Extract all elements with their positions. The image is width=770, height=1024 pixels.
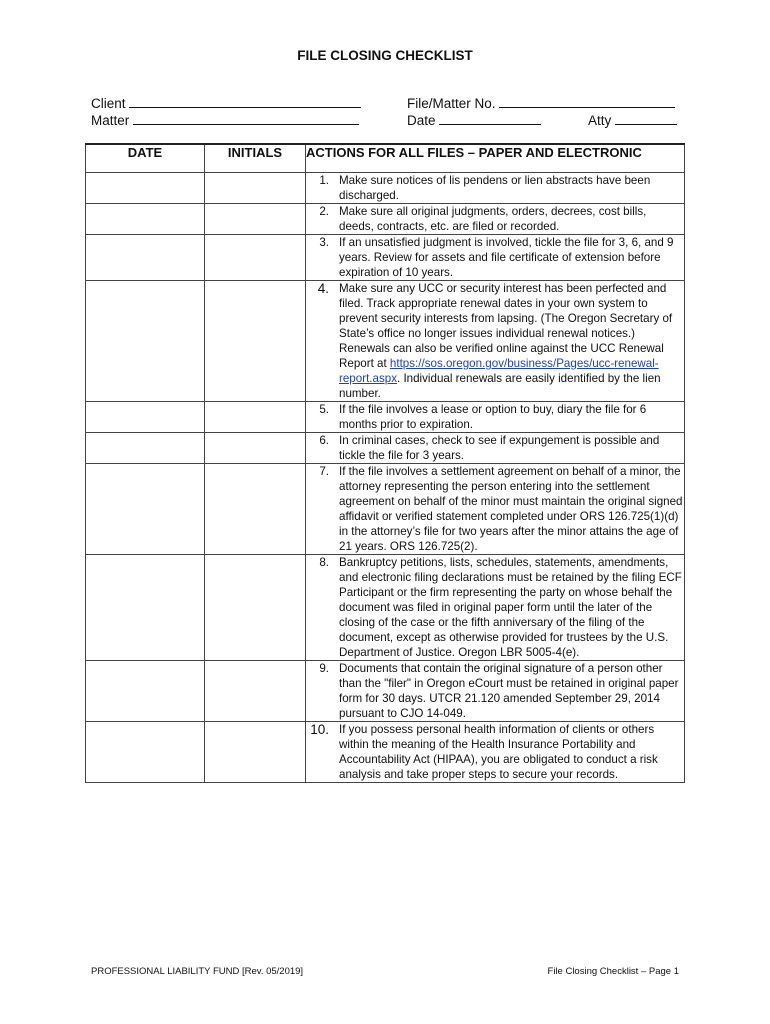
matter-blank[interactable]: [133, 111, 359, 125]
action-cell: [306, 402, 685, 433]
table-row: [86, 661, 685, 722]
footer-right: File Closing Checklist – Page 1: [547, 966, 679, 977]
item-number: 8.: [319, 556, 329, 569]
date-cell[interactable]: [86, 555, 205, 661]
action-cell: [306, 235, 685, 281]
client-label: Client: [91, 96, 126, 111]
date-cell[interactable]: [86, 173, 205, 204]
item-text: If you possess personal health information of clients or others within the meaning of the Health Insurance Portability and Accountability Act (HIPAA), you are obligated to conduct a risk analysis and take proper steps to secure your records.: [339, 723, 658, 781]
initials-cell[interactable]: [205, 173, 306, 204]
initials-cell[interactable]: [205, 555, 306, 661]
table-row: [86, 173, 685, 204]
action-cell: [306, 464, 685, 555]
item-text: Make sure all original judgments, orders, decrees, cost bills, deeds, contracts, etc. are filed or recorded.: [339, 205, 647, 233]
item-number: 9.: [319, 662, 329, 675]
item-number: 10.: [310, 722, 329, 737]
action-cell: [306, 722, 685, 783]
item-text: If the file involves a settlement agreement on behalf of a minor, the attorney representing the person entering into the settlement agreement on behalf of the minor must maintain the original signed affidavit or verified statement completed under ORS 126.725(1)(d) in the attorney’s file for two years after the minor attains the age of 21 years. ORS 126.725(2).: [339, 465, 683, 553]
action-cell: [306, 281, 685, 402]
date-blank[interactable]: [439, 111, 541, 125]
date-cell[interactable]: [86, 402, 205, 433]
table-row: [86, 555, 685, 661]
item-number: 4.: [317, 281, 329, 296]
date-cell[interactable]: [86, 433, 205, 464]
date-cell[interactable]: [86, 661, 205, 722]
action-cell: [306, 433, 685, 464]
item-text-after-link: . Individual renewals are easily identified by the lien number.: [339, 372, 661, 400]
table-row: [86, 204, 685, 235]
initials-cell[interactable]: [205, 204, 306, 235]
item-number: 1.: [319, 174, 329, 187]
date-cell[interactable]: [86, 281, 205, 402]
table-row: [86, 281, 685, 402]
item-number: 5.: [319, 403, 329, 416]
action-cell: [306, 204, 685, 235]
client-blank[interactable]: [129, 94, 361, 108]
file-matter-blank[interactable]: [499, 94, 675, 108]
initials-cell[interactable]: [205, 235, 306, 281]
atty-blank[interactable]: [615, 111, 677, 125]
initials-cell[interactable]: [205, 722, 306, 783]
action-cell: [306, 555, 685, 661]
date-label: Date: [407, 113, 436, 128]
item-text: Bankruptcy petitions, lists, schedules, statements, amendments, and electronic filing declarations must be retained by the filing ECF Participant or the firm representing the party on whose behalf the document was filed in original paper form until the later of the closing of the case or the fifth anniversary of the filing of the document, except as otherwise provided for trustees by the U.S. Department of Justice. Oregon LBR 5005-4(e).: [339, 556, 682, 659]
initials-cell[interactable]: [205, 281, 306, 402]
action-cell: [306, 661, 685, 722]
table-row: [86, 464, 685, 555]
checklist-table: [85, 143, 685, 783]
date-cell[interactable]: [86, 204, 205, 235]
ucc-renewal-report-link[interactable]: https://sos.oregon.gov/business/Pages/ucc-renewal-report.aspx: [339, 357, 659, 385]
item-text: [339, 281, 684, 401]
date-column-header: DATE: [86, 144, 205, 173]
table-header-row: [86, 144, 685, 173]
file-matter-field[interactable]: [407, 94, 675, 112]
initials-cell[interactable]: [205, 661, 306, 722]
table-row: [86, 402, 685, 433]
atty-label: Atty: [588, 113, 612, 128]
item-text-before-link: Make sure any UCC or security interest has been perfected and filed. Track appropriate renewal dates in your own system to prevent security interests from lapsing. (The Oregon Secretary of State’s office no longer issues individual renewal notices.) Renewals can also be verified online against the UCC Renewal Report at: [339, 282, 673, 370]
action-cell: [306, 173, 685, 204]
table-row: [86, 722, 685, 783]
footer-left: PROFESSIONAL LIABILITY FUND [Rev. 05/2019]: [91, 966, 304, 977]
page-title: FILE CLOSING CHECKLIST: [297, 48, 473, 63]
item-number: 2.: [319, 205, 329, 218]
matter-field[interactable]: [91, 111, 359, 129]
initials-cell[interactable]: [205, 402, 306, 433]
item-text: If the file involves a lease or option to buy, diary the file for 6 months prior to expiration.: [339, 403, 647, 431]
table-row: [86, 235, 685, 281]
matter-label: Matter: [91, 113, 130, 128]
date-cell[interactable]: [86, 235, 205, 281]
initials-cell[interactable]: [205, 433, 306, 464]
atty-field[interactable]: [588, 111, 677, 129]
item-text: Make sure notices of lis pendens or lien abstracts have been discharged.: [339, 174, 651, 202]
item-number: 3.: [319, 236, 329, 249]
date-cell[interactable]: [86, 464, 205, 555]
item-number: 7.: [319, 465, 329, 478]
initials-cell[interactable]: [205, 464, 306, 555]
date-cell[interactable]: [86, 722, 205, 783]
actions-column-header: ACTIONS FOR ALL FILES – PAPER AND ELECTRONIC: [306, 144, 685, 173]
date-field[interactable]: [407, 111, 541, 129]
item-number: 6.: [319, 434, 329, 447]
table-row: [86, 433, 685, 464]
item-text: Documents that contain the original signature of a person other than the "filer" in Oregon eCourt must be retained in original paper form for 30 days. UTCR 21.120 amended September 29, 2014 pursuant to CJO 14-049.: [339, 662, 679, 720]
item-text: In criminal cases, check to see if expungement is possible and tickle the file for 3 years.: [339, 434, 660, 462]
item-text: If an unsatisfied judgment is involved, tickle the file for 3, 6, and 9 years. Review for assets and file certificate of extension before expiration of 10 years.: [339, 236, 674, 279]
client-field[interactable]: [91, 94, 361, 112]
initials-column-header: INITIALS: [205, 144, 306, 173]
file-matter-label: File/Matter No.: [407, 96, 496, 111]
